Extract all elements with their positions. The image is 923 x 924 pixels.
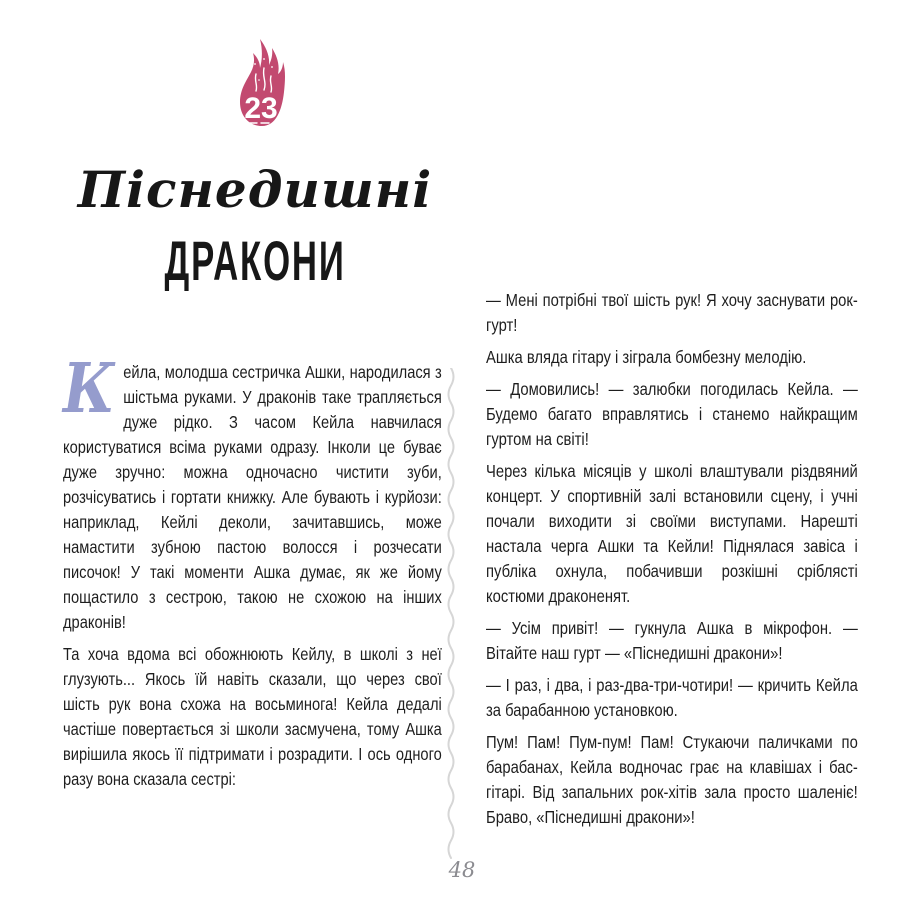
column-divider-wave xyxy=(444,368,458,860)
chapter-title-script: Піснедишні xyxy=(77,160,433,219)
paragraph: Та хоча вдома всі обожнюють Кейлу, в школі з неї глузують... Якось їй навіть сказали, що через свої шість рук вона схожа на восьминога! Кейла дедалі частіше повертається зі школи засмучена, тому Ашка вирішила якось її підтримати і розрадити. І ось одного разу вона сказала сестрі: xyxy=(63,644,442,789)
paragraph: — Домовились! — залюбки погодилась Кейла. — Будемо багато вправлятись і станемо найкращим гуртом на світі! xyxy=(486,379,858,449)
paragraph-text: ейла, молодша сестричка Ашки, народилася з шістьма руками. У драконів таке трапляється дуже рідко. З часом Кейла навчилася користуватися всіма руками одразу. Інколи це буває дуже зручно: можна одночасно чистити зуби, розчісуватись і гортати книжку. Але бувають і курйози: наприклад, Кейлі деколи, зачитавшись, може намастити зубною пастою волосся і розчесати писочок! У такі моменти Ашка думає, як же йому пощастило з сестрою, такою не схожою на інших драконів! xyxy=(63,362,442,632)
chapter-badge xyxy=(230,34,292,134)
chapter-title-caps-text: ДРАКОНИ xyxy=(164,229,346,292)
flame-icon xyxy=(230,34,292,134)
paragraph: Пум! Пам! Пум-пум! Пам! Стукаючи паличками по барабанах, Кейла водночас грає на клавішах і бас-гітарі. Від запальних рок-хітів зала просто шаленіє! Браво, «Піснедишні дракони»! xyxy=(486,732,858,827)
page-number: 48 xyxy=(448,858,476,882)
drop-cap: К xyxy=(63,349,115,429)
paragraph: — Усім привіт! — гукнула Ашка в мікрофон. — Вітайте наш гурт — «Піснедишні дракони»! xyxy=(486,618,858,663)
paragraph: — Мені потрібні твої шість рук! Я хочу заснувати рок-гурт! xyxy=(486,290,858,335)
paragraph: — І раз, і два, і раз-два-три-чотири! — кричить Кейла за барабанною установкою. xyxy=(486,675,858,720)
chapter-number: 23 xyxy=(244,92,278,125)
right-column xyxy=(486,288,858,837)
paragraph xyxy=(63,349,442,635)
paragraph: Через кілька місяців у школі влаштували різдвяний концерт. У спортивній залі встановили сцену, і учні почали виходити зі своїми виступами. Нарешті настала черга Ашки та Кейли! Піднялася завіса і публіка охнула, побачивши розкішні сріблясті костюми драконенят. xyxy=(486,461,858,606)
chapter-title-caps xyxy=(40,228,470,293)
paragraph: Ашка вляда гітару і зіграла бомбезну мелодію. xyxy=(486,347,807,367)
left-column xyxy=(63,349,442,799)
